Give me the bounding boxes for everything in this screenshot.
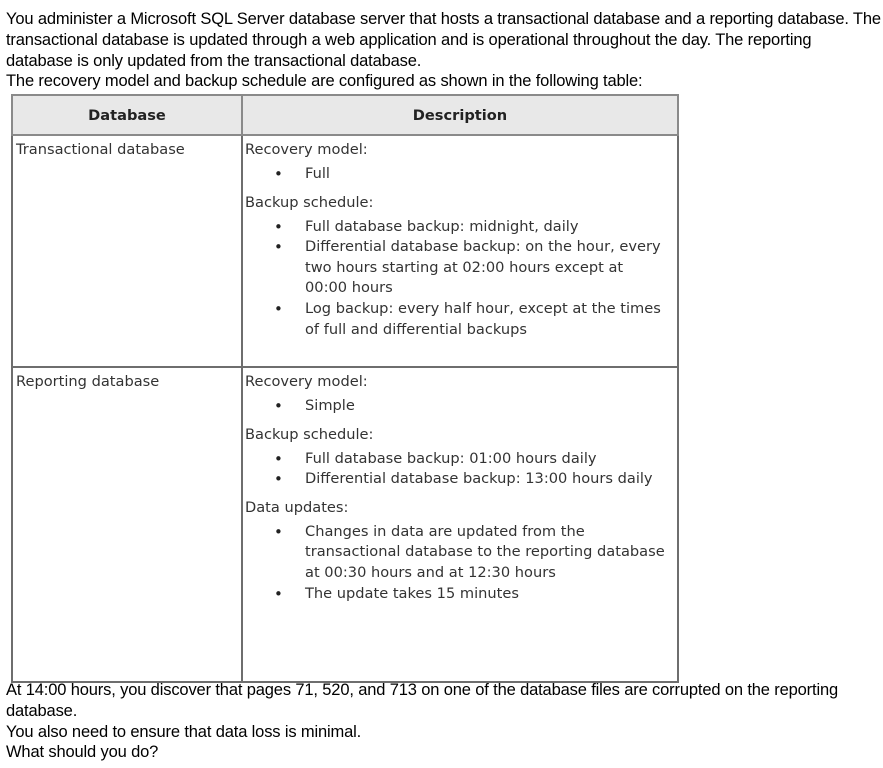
outro-text xyxy=(6,680,882,763)
description-cell xyxy=(242,135,678,367)
header-description: Description xyxy=(242,95,678,135)
table-header-row xyxy=(12,95,678,135)
list-item: • Simple xyxy=(305,396,677,417)
list-item: • Differential database backup: 13:00 hours daily xyxy=(305,469,677,490)
requirement-paragraph: You also need to ensure that data loss is minimal. xyxy=(6,722,362,741)
backup-schedule-label: Backup schedule: xyxy=(245,425,374,443)
question-text: What should you do? xyxy=(6,743,159,762)
list-item: • Full database backup: 01:00 hours daily xyxy=(305,449,677,470)
recovery-model-list xyxy=(245,164,677,185)
backup-config-table xyxy=(11,94,679,683)
list-item: • Differential database backup: on the hour, every two hours starting at 02:00 hours except at 00:00 hours xyxy=(305,237,677,299)
backup-schedule-list xyxy=(245,217,677,341)
database-name-cell: Transactional database xyxy=(12,135,242,367)
database-name-cell: Reporting database xyxy=(12,367,242,682)
backup-schedule-label: Backup schedule: xyxy=(245,193,374,211)
table-row-transactional xyxy=(12,135,678,367)
list-item: • Log backup: every half hour, except at the times of full and differential backups xyxy=(305,299,677,340)
intro-table-lead: The recovery model and backup schedule are configured as shown in the following table: xyxy=(6,72,643,91)
data-updates-label: Data updates: xyxy=(245,498,349,516)
list-item: • The update takes 15 minutes xyxy=(305,584,677,605)
backup-schedule-list xyxy=(245,449,677,490)
list-item: • Full database backup: midnight, daily xyxy=(305,217,677,238)
scenario-paragraph: At 14:00 hours, you discover that pages 71, 520, and 713 on one of the database files are corrupted on the reporting database. xyxy=(6,681,839,720)
description-cell xyxy=(242,367,678,682)
recovery-model-label: Recovery model: xyxy=(245,141,368,158)
table-row-reporting xyxy=(12,367,678,682)
data-updates-list xyxy=(245,522,677,604)
list-item: • Changes in data are updated from the transactional database to the reporting database at 00:30 hours and at 12:30 hours xyxy=(305,522,677,584)
list-item: • Full xyxy=(305,164,677,185)
intro-paragraph: You administer a Microsoft SQL Server database server that hosts a transactional database and a reporting database. The transactional database is updated through a web application and is operational throughout the day. The reporting database is only updated from the transactional database. xyxy=(6,10,881,70)
header-database: Database xyxy=(12,95,242,135)
intro-text xyxy=(6,9,882,92)
recovery-model-label: Recovery model: xyxy=(245,373,368,390)
recovery-model-list xyxy=(245,396,677,417)
